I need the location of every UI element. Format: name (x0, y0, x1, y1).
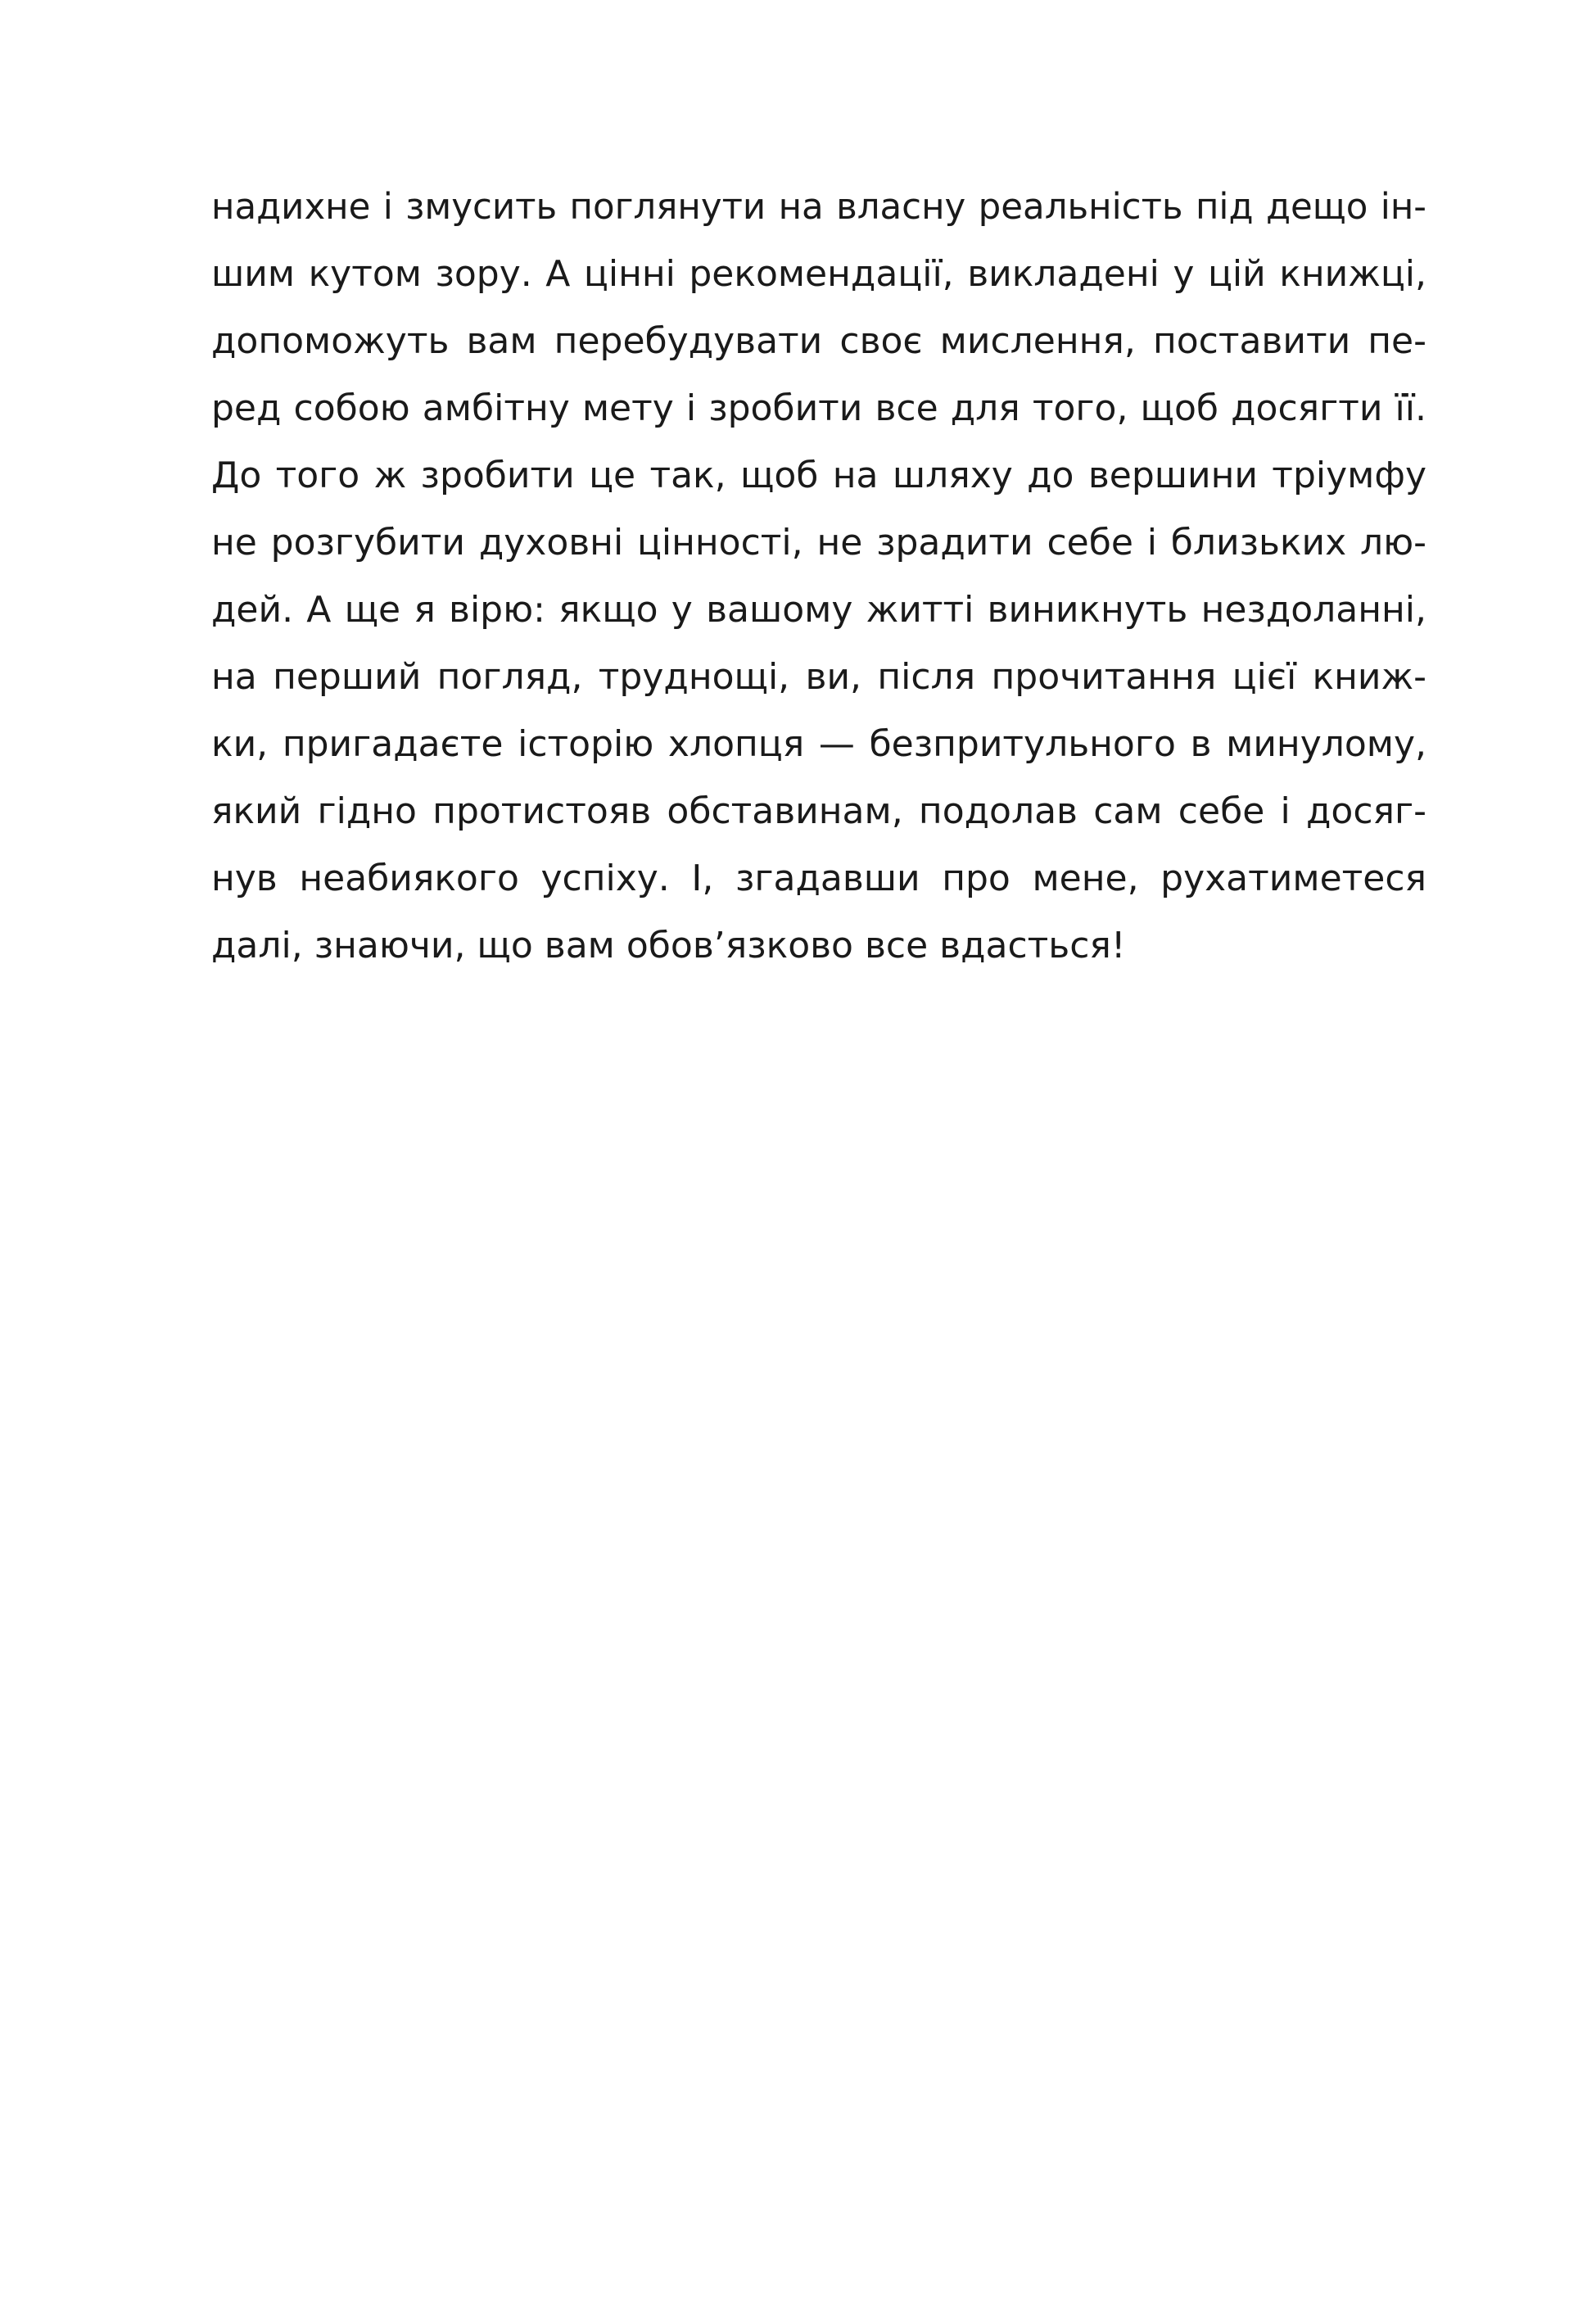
paragraph-line-1: надихне і змусить поглянути на власну реальність під дещо ін- (211, 187, 1426, 228)
paragraph-line-7: дей. А ще я вірю: якщо у вашому житті виникнуть нездоланні, (211, 589, 1426, 631)
paragraph-line-12: далі, знаючи, що вам обов’язково все вдасться! (211, 925, 1126, 966)
paragraph-line-6: не розгубити духовні цінності, не зрадити себе і близьких лю- (211, 522, 1426, 564)
paragraph-line-10: який гідно протистояв обставинам, подолав сам себе і досяг- (211, 790, 1426, 832)
paragraph-line-2: шим кутом зору. А цінні рекомендації, викладені у цій книжці, (211, 253, 1426, 295)
paragraph-line-4: ред собою амбітну мету і зробити все для того, щоб досягти її. (211, 387, 1426, 429)
paragraph-line-5: До того ж зробити це так, щоб на шляху до вершини тріумфу (211, 455, 1426, 496)
paragraph-line-8: на перший погляд, труднощі, ви, після прочитання цієї книж- (211, 656, 1426, 698)
body-paragraph (211, 174, 1426, 980)
paragraph-line-3: допоможуть вам перебудувати своє мислення, поставити пе- (211, 320, 1426, 362)
paragraph-line-11: нув неабиякого успіху. І, згадавши про мене, рухатиметеся (211, 858, 1426, 899)
paragraph-line-9: ки, пригадаєте історію хлопця — безпритульного в минулому, (211, 723, 1426, 765)
